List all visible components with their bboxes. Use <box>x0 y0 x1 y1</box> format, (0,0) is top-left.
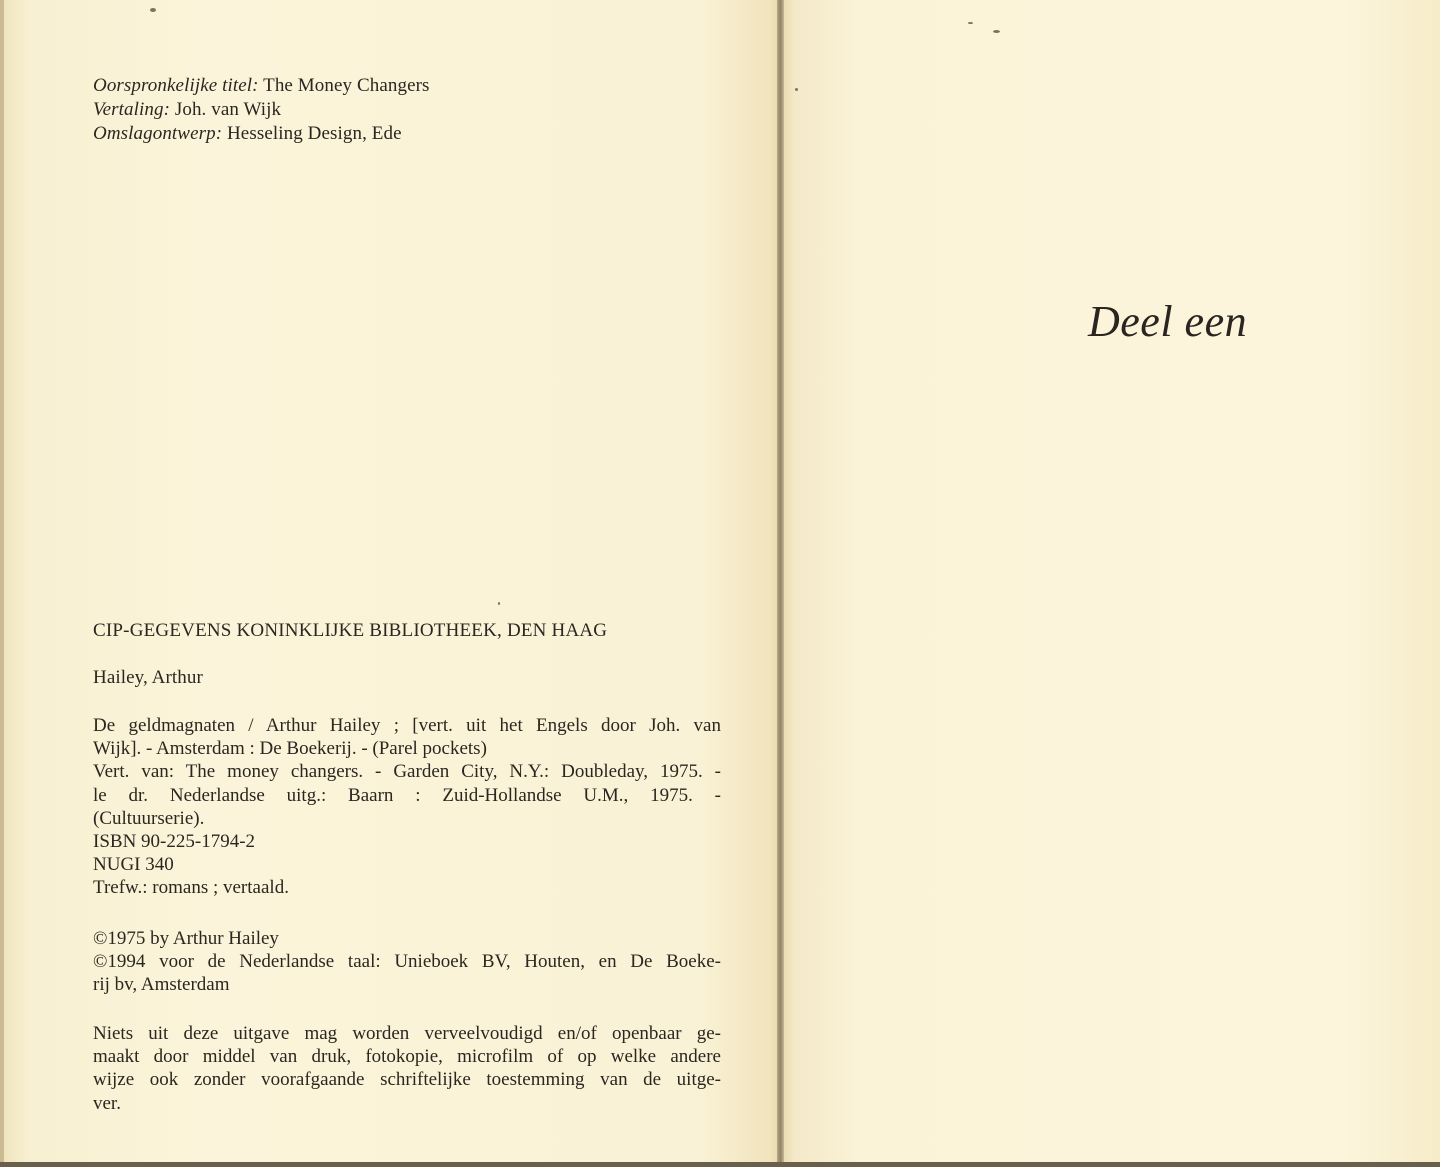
cip-heading: CIP-GEGEVENS KONINKLIJKE BIBLIOTHEEK, DEN HAAG <box>93 620 608 641</box>
credit-translation <box>93 98 281 121</box>
rights-block <box>93 1022 721 1115</box>
rights-line: maakt door middel van druk, fotokopie, microfilm of op welke andere <box>93 1046 721 1068</box>
credit-cover-design <box>93 122 402 145</box>
copyright-line: rij bv, Amsterdam <box>93 974 230 996</box>
paper-speck <box>795 88 798 91</box>
copyright-line: ©1975 by Arthur Hailey <box>93 928 279 949</box>
credit-label: Oorspronkelijke titel: <box>93 75 259 96</box>
record-line: le dr. Nederlandse uitg.: Baarn : Zuid-Hollandse U.M., 1975. - <box>93 784 721 806</box>
record-line: Wijk]. - Amsterdam : De Boekerij. - (Parel pockets) <box>93 738 487 760</box>
paper-speck <box>150 8 156 12</box>
paper-speck <box>968 22 973 24</box>
record-line: (Cultuurserie). <box>93 807 205 829</box>
cip-record <box>93 714 721 900</box>
paper-speck <box>993 30 1000 33</box>
credit-value: Joh. van Wijk <box>174 99 282 120</box>
record-line: ISBN 90-225-1794-2 <box>93 831 256 853</box>
part-title: Deel een <box>1088 297 1248 346</box>
record-line: Trefw.: romans ; vertaald. <box>93 877 289 899</box>
rights-line: wijze ook zonder voorafgaande schriftelijke toestemming van de uitge- <box>93 1069 721 1091</box>
page-edge <box>0 0 4 1167</box>
record-line: NUGI 340 <box>93 854 174 876</box>
rights-line: ver. <box>93 1092 121 1114</box>
record-line: Vert. van: The money changers. - Garden City, N.Y.: Doubleday, 1975. - <box>93 761 721 783</box>
cip-author: Hailey, Arthur <box>93 667 203 688</box>
credit-original-title <box>93 74 430 97</box>
right-page <box>781 0 1440 1167</box>
credit-value: Hesseling Design, Ede <box>226 123 402 144</box>
book-gutter <box>777 0 784 1167</box>
credit-value: The Money Changers <box>263 75 430 96</box>
copyright-block <box>93 927 721 997</box>
rights-line: Niets uit deze uitgave mag worden verveelvoudigd en/of openbaar ge- <box>93 1023 721 1044</box>
page-bottom-edge <box>0 1162 1440 1167</box>
credit-label: Vertaling: <box>93 99 170 120</box>
paper-speck <box>498 602 500 605</box>
copyright-line: ©1994 voor de Nederlandse taal: Unieboek BV, Houten, en De Boeke- <box>93 951 721 973</box>
record-line: De geldmagnaten / Arthur Hailey ; [vert. uit het Engels door Joh. van <box>93 715 721 736</box>
credit-label: Omslagontwerp: <box>93 123 223 144</box>
